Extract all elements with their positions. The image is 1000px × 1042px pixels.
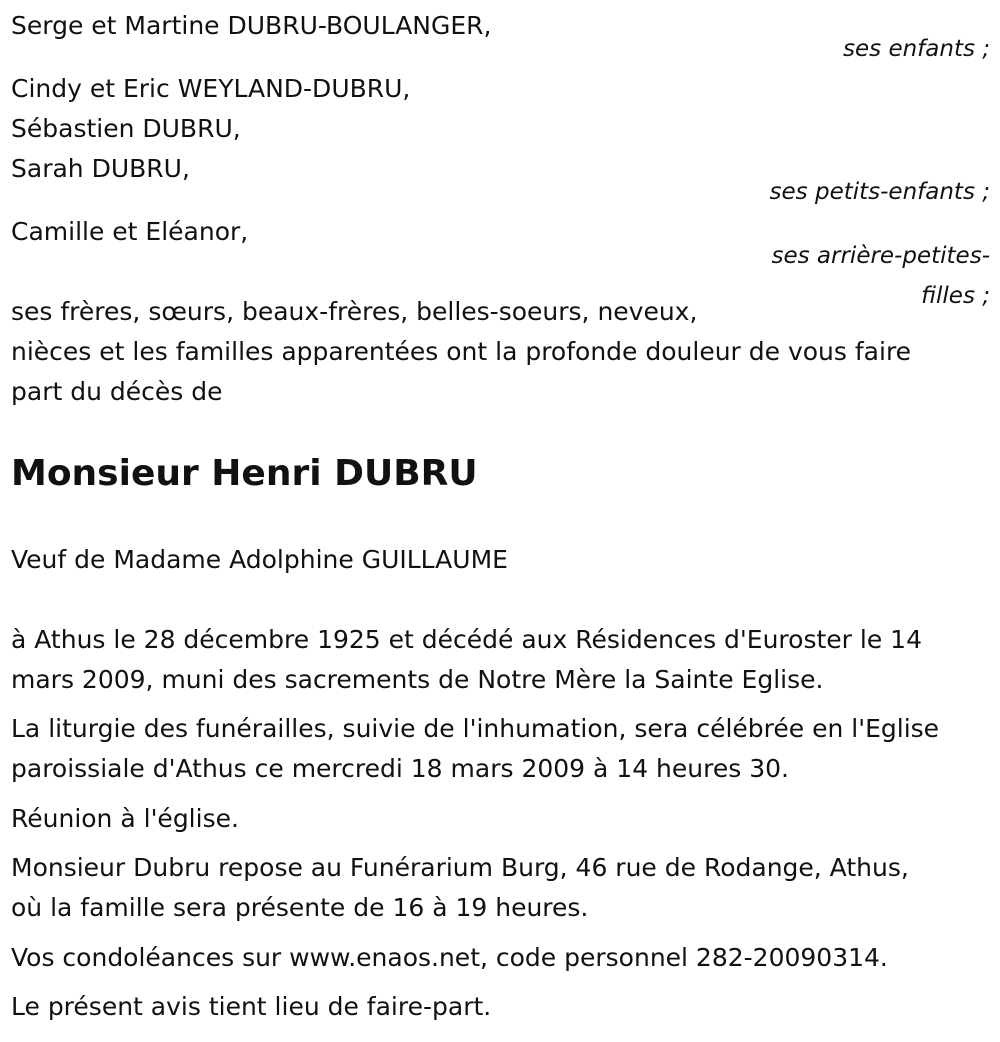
rest-line: où la famille sera présente de 16 à 19 heures. xyxy=(11,893,589,922)
children-role: ses enfants ; xyxy=(843,36,990,62)
family-announcement-line: part du décès de xyxy=(11,377,223,406)
rest-line: Monsieur Dubru repose au Funérarium Burg, 46 rue de Rodange, Athus, xyxy=(11,853,909,882)
birth-death-line: mars 2009, muni des sacrements de Notre Mère la Sainte Eglise. xyxy=(11,665,824,694)
condolences-line: Vos condoléances sur www.enaos.net, code personnel 282-20090314. xyxy=(11,943,888,972)
funeral-line: La liturgie des funérailles, suivie de l'inhumation, sera célébrée en l'Eglise xyxy=(11,714,940,743)
grandchild-name: Sarah DUBRU, xyxy=(11,154,190,183)
meeting-line: Réunion à l'église. xyxy=(11,804,239,833)
family-announcement-line: nièces et les familles apparentées ont la profonde douleur de vous faire xyxy=(11,337,912,366)
children-names: Serge et Martine DUBRU-BOULANGER, xyxy=(11,11,492,40)
birth-death-line: à Athus le 28 décembre 1925 et décédé aux Résidences d'Euroster le 14 xyxy=(11,625,922,654)
deceased-name: Monsieur Henri DUBRU xyxy=(11,453,478,494)
family-announcement-line: ses frères, sœurs, beaux-frères, belles-soeurs, neveux, xyxy=(11,297,698,326)
grandchild-name: Cindy et Eric WEYLAND-DUBRU, xyxy=(11,74,411,103)
notice-line: Le présent avis tient lieu de faire-part. xyxy=(11,992,492,1021)
grandchildren-role: ses petits-enfants ; xyxy=(769,179,990,205)
funeral-line: paroissiale d'Athus ce mercredi 18 mars 2009 à 14 heures 30. xyxy=(11,754,789,783)
grandchild-name: Sébastien DUBRU, xyxy=(11,114,241,143)
great-grandchildren-role-line-1: ses arrière-petites- xyxy=(771,243,990,269)
widower-line: Veuf de Madame Adolphine GUILLAUME xyxy=(11,545,508,574)
great-grandchildren-role-line-2: filles ; xyxy=(921,283,990,309)
great-grandchildren-names: Camille et Eléanor, xyxy=(11,217,249,246)
